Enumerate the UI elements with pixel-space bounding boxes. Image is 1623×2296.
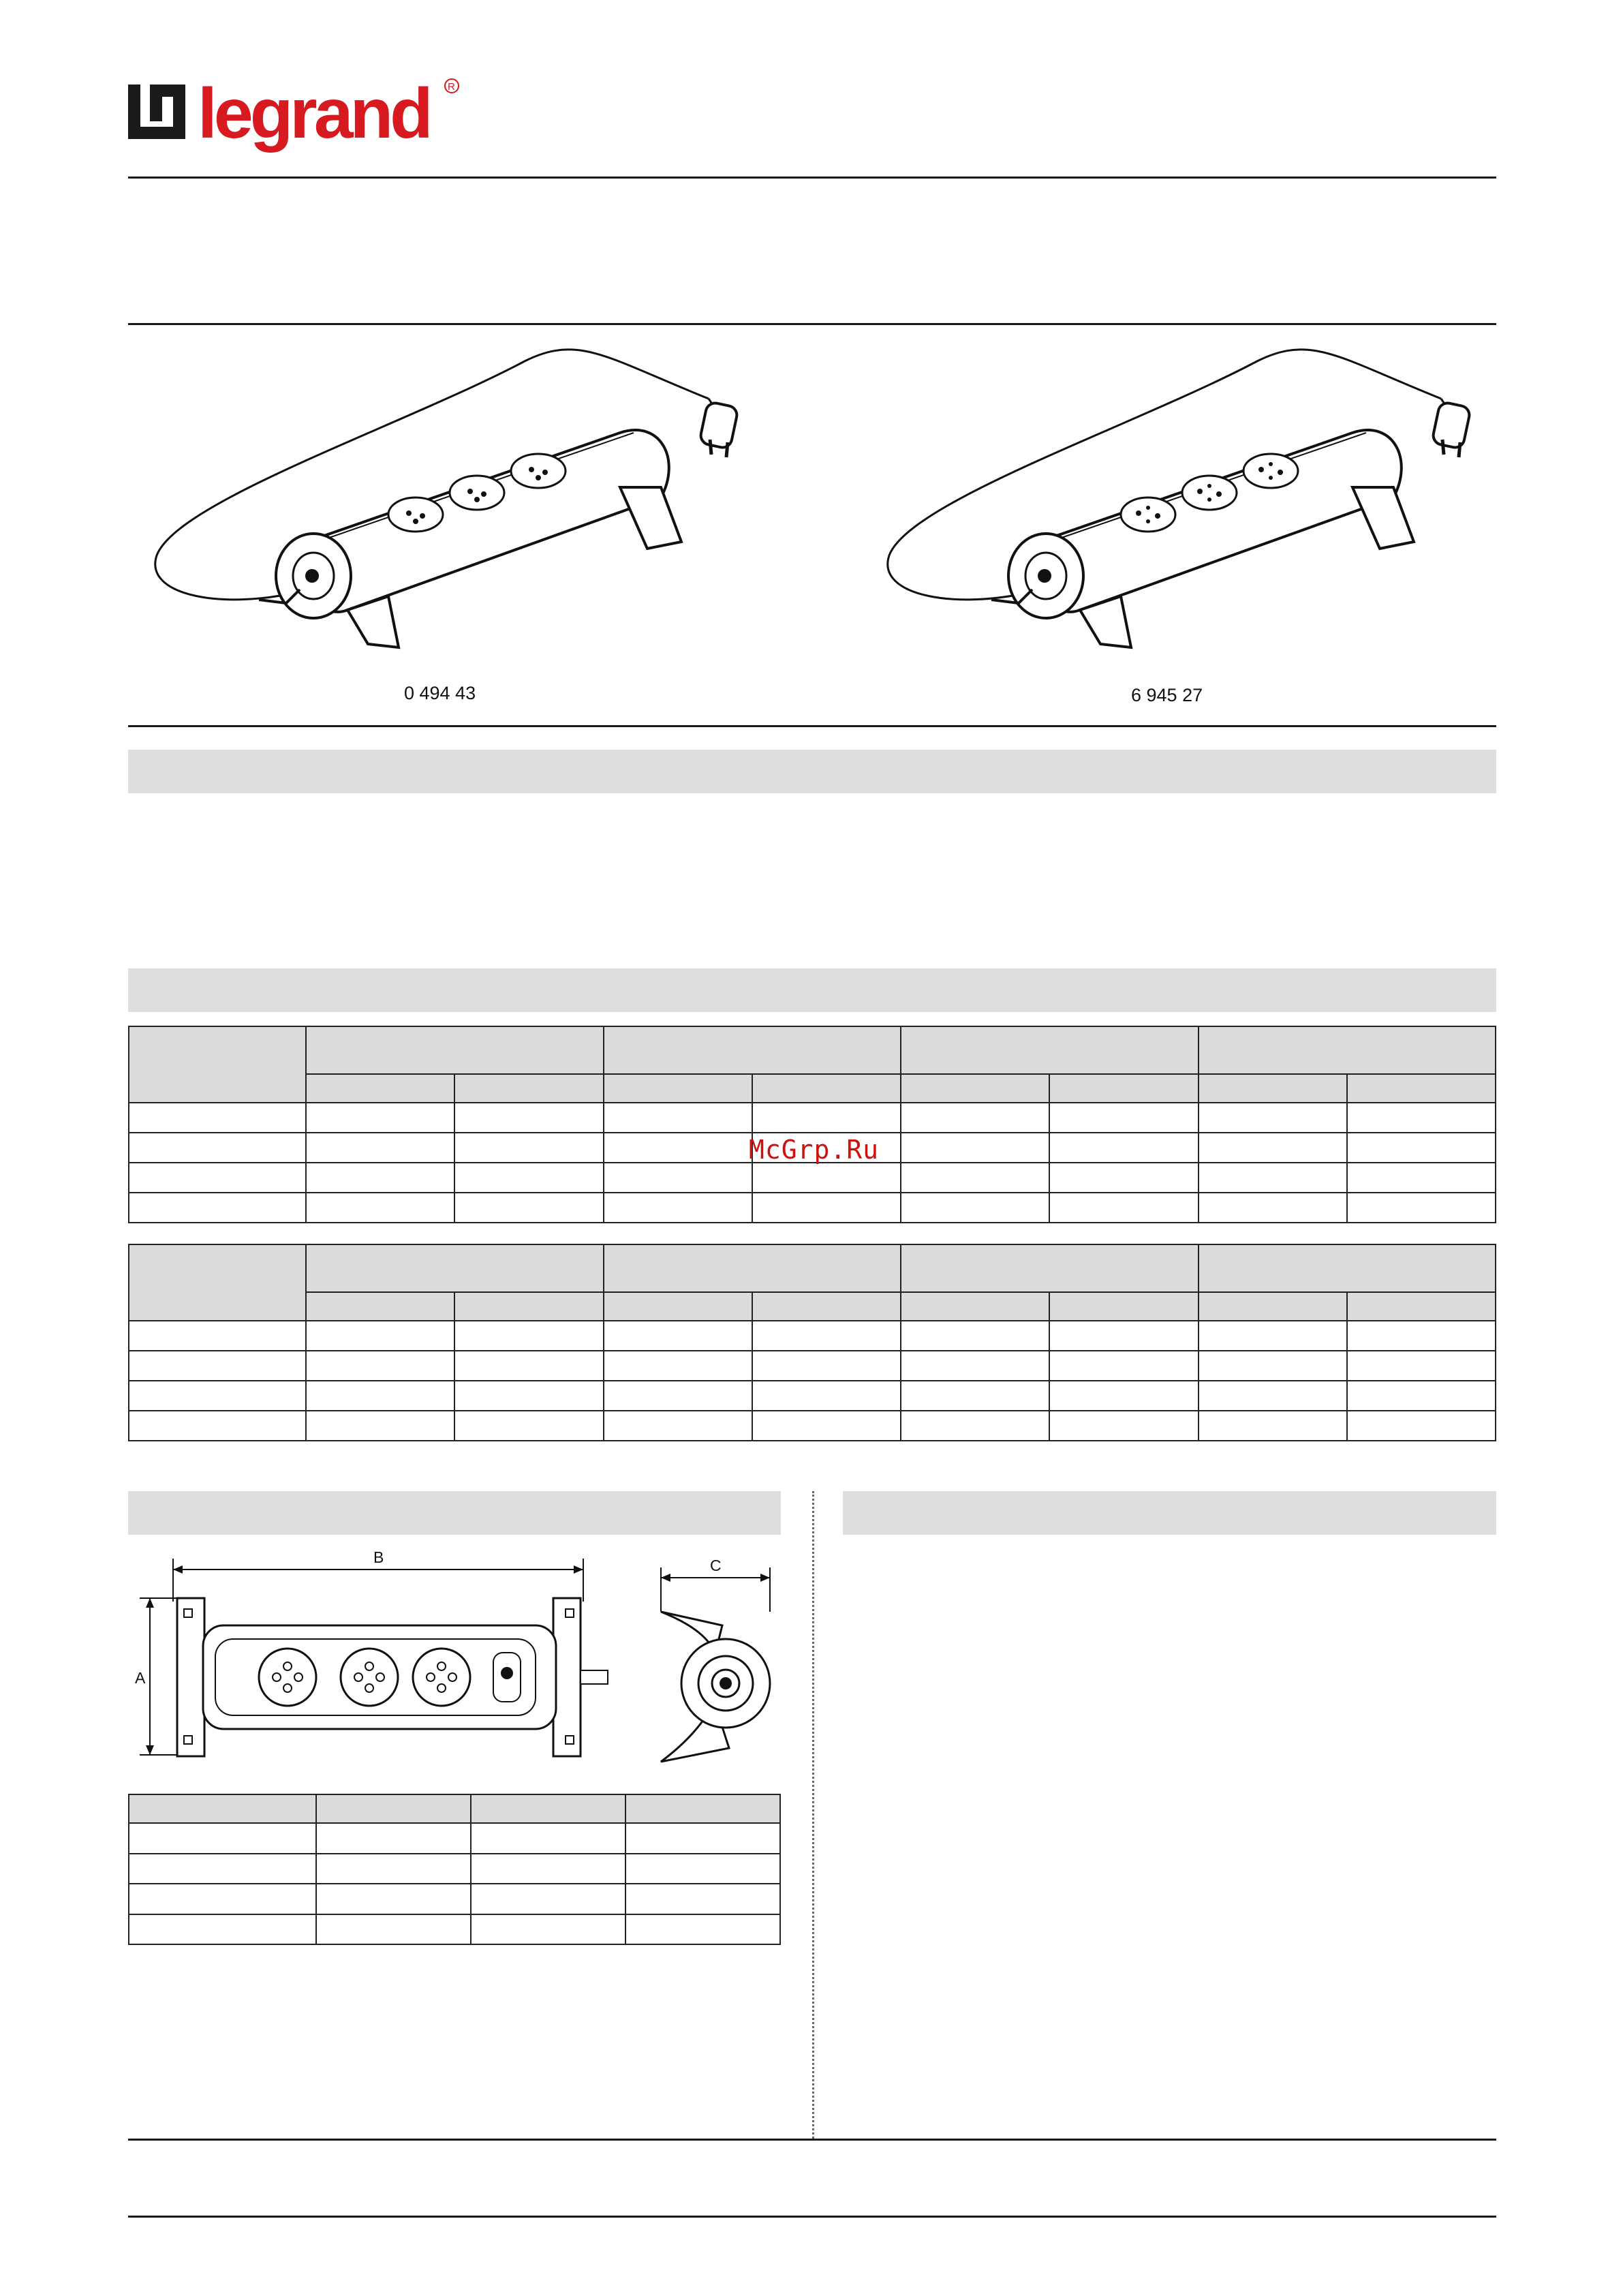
dimension-b-label: B	[373, 1548, 384, 1566]
table-header-cell	[129, 1026, 306, 1103]
title-rule	[128, 323, 1496, 325]
table-row	[129, 1163, 1496, 1193]
column-divider	[812, 1491, 814, 2139]
illustration-rule	[128, 725, 1496, 727]
table-row	[129, 1854, 780, 1884]
table-header-cell	[901, 1244, 1199, 1292]
section-band-dimensions	[128, 1491, 781, 1535]
technical-table-2	[128, 1244, 1496, 1441]
dimension-c-label: C	[710, 1557, 722, 1574]
table-header-cell	[306, 1244, 604, 1292]
table-header-cell	[604, 1244, 901, 1292]
power-strip-4-pin-socket-icon	[876, 337, 1502, 692]
footer-rule-top	[128, 2139, 1496, 2141]
dimensions-diagram-icon	[129, 1544, 784, 1769]
table-row	[129, 1823, 780, 1854]
svg-text:R: R	[448, 81, 455, 93]
table-row	[129, 1914, 780, 1945]
table-row	[129, 1351, 1496, 1381]
footer-rule-bottom	[128, 2216, 1496, 2218]
table-header-cell	[306, 1026, 604, 1074]
section-band-technical	[128, 968, 1496, 1012]
product-illustration-left	[143, 337, 770, 692]
dimension-drawing	[129, 1544, 784, 1769]
table-header-cell	[1199, 1026, 1496, 1074]
header-rule	[128, 177, 1496, 179]
table-row	[129, 1321, 1496, 1351]
legrand-logo-mark	[127, 75, 467, 164]
svg-text:legrand: legrand	[198, 75, 430, 153]
table-header-cell	[604, 1026, 901, 1074]
section-band-notes	[843, 1491, 1496, 1535]
technical-table-1	[128, 1026, 1496, 1223]
table-row	[129, 1103, 1496, 1133]
power-strip-3-socket-icon	[143, 337, 770, 692]
product-ref-right: 6 945 27	[1131, 685, 1203, 705]
table-header-cell	[901, 1026, 1199, 1074]
product-illustration-right	[876, 337, 1502, 692]
table-row	[129, 1381, 1496, 1411]
brand-logo	[127, 75, 467, 164]
table-header-cell	[1199, 1244, 1496, 1292]
table-header-cell	[129, 1244, 306, 1321]
dimension-a-label: A	[135, 1669, 146, 1687]
watermark-text: McGrp.Ru	[749, 1135, 880, 1165]
dimensions-table	[128, 1794, 781, 1945]
table-row	[129, 1193, 1496, 1223]
product-ref-left: 0 494 43	[404, 683, 476, 703]
section-band-description	[128, 750, 1496, 793]
table-row	[129, 1884, 780, 1914]
table-row	[129, 1411, 1496, 1441]
